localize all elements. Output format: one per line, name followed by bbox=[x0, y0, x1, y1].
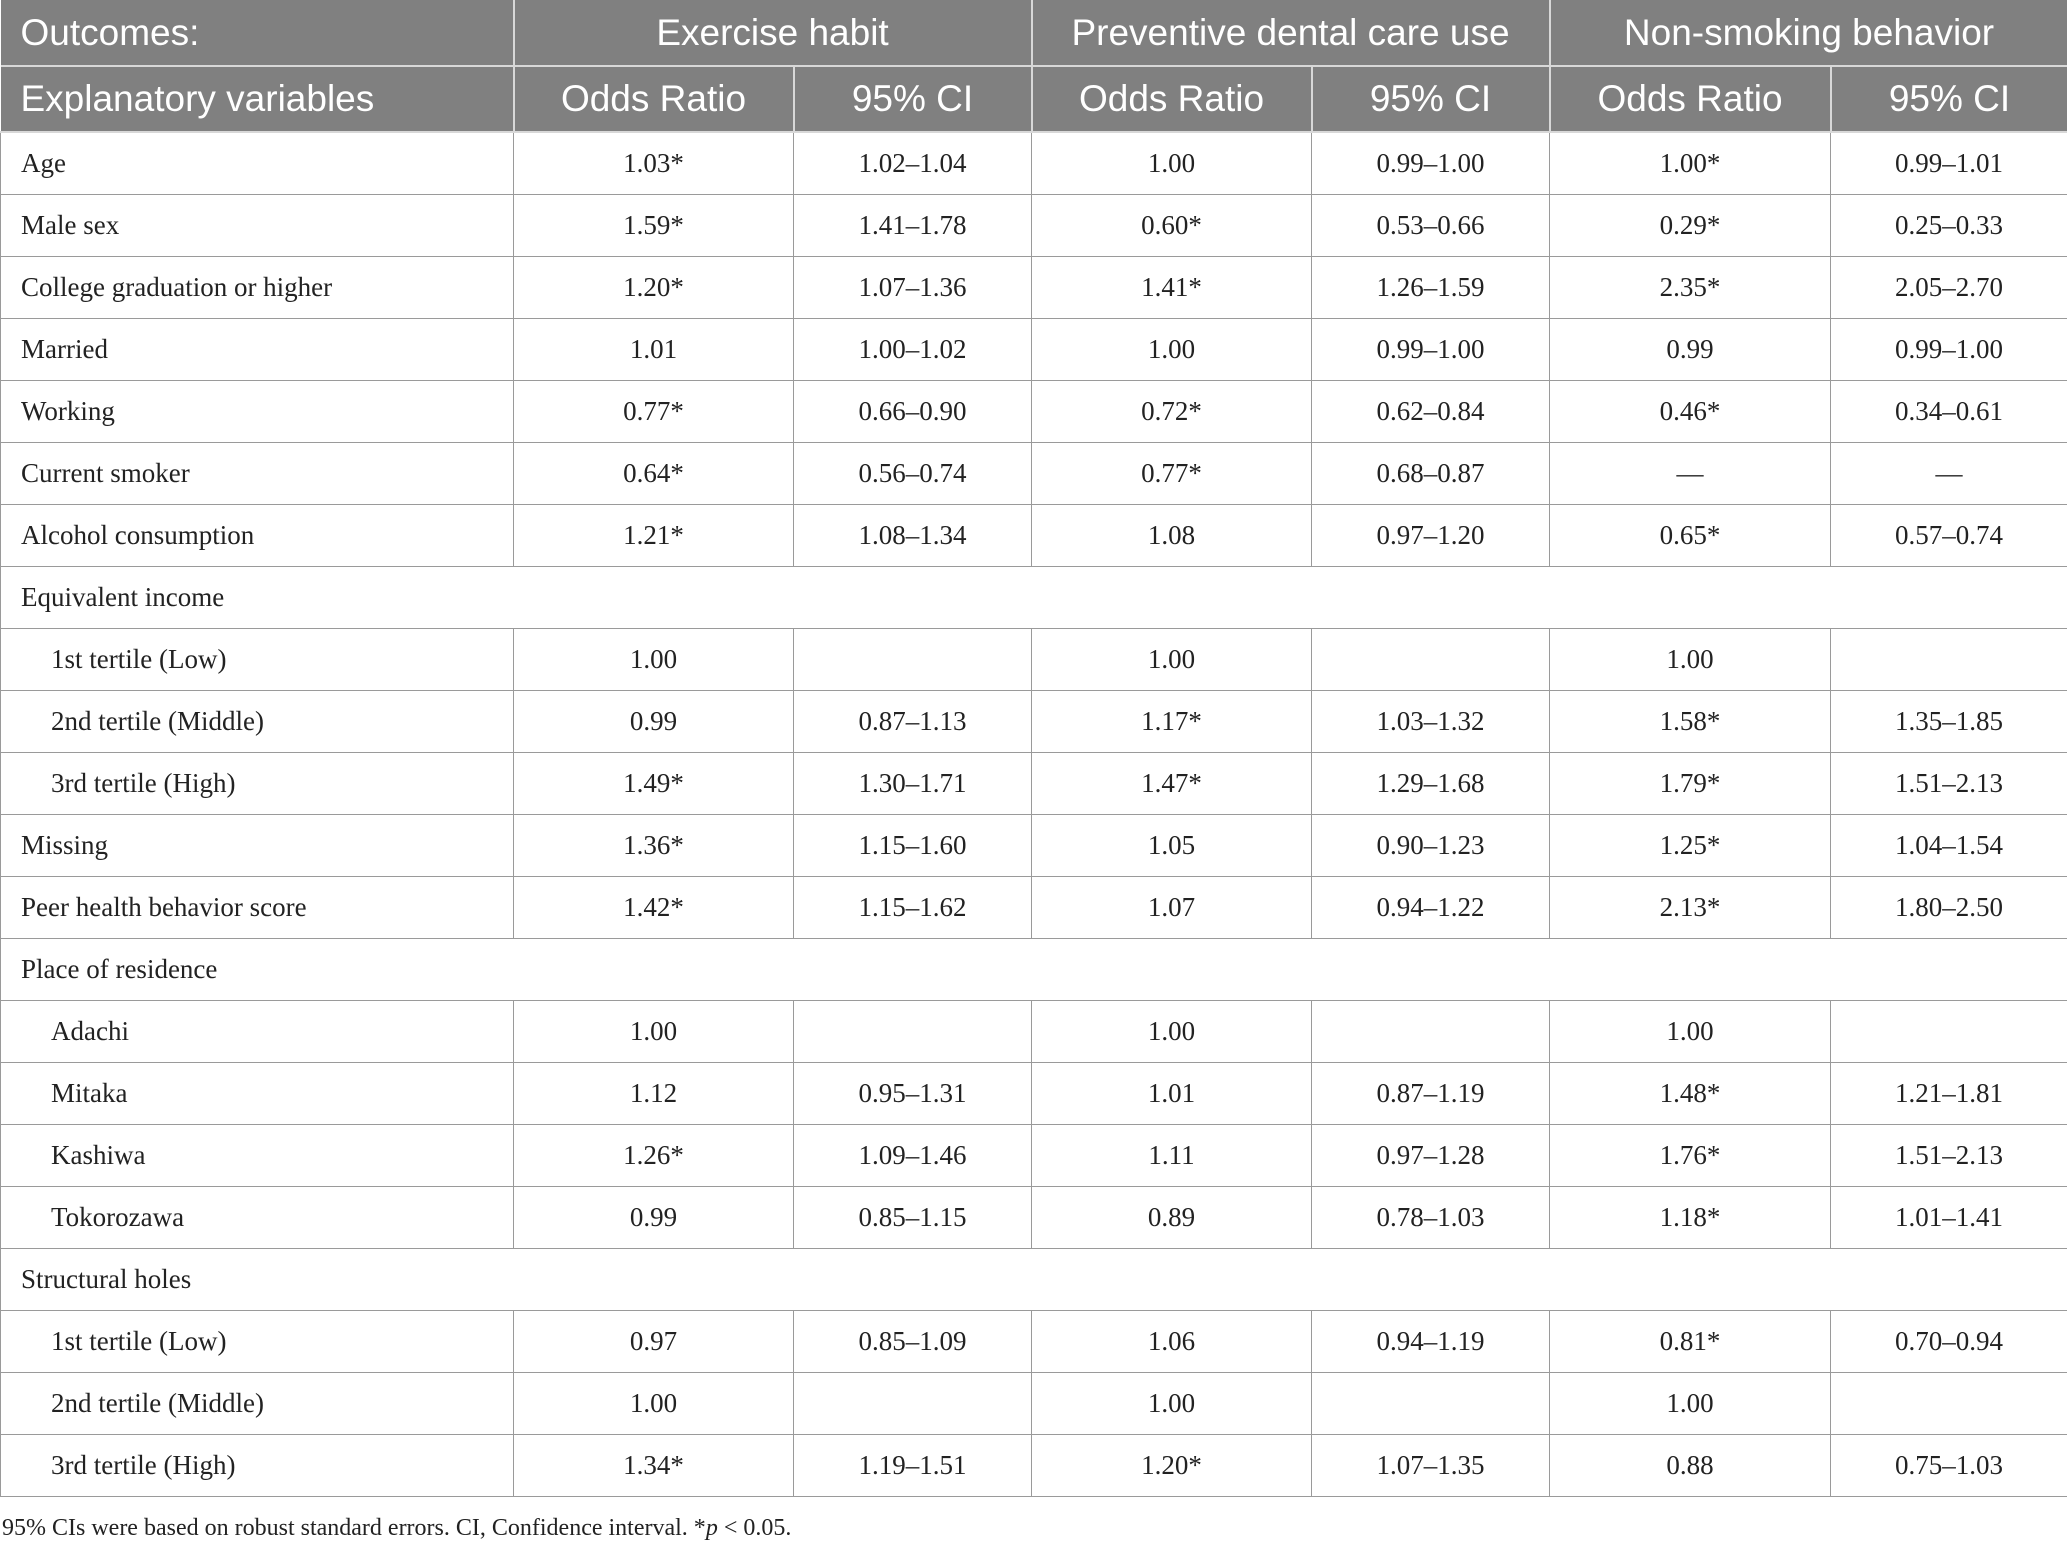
odds-ratio-cell: — bbox=[1550, 442, 1831, 504]
table-row bbox=[1, 876, 2067, 938]
odds-ratio-cell: 1.05 bbox=[1032, 814, 1312, 876]
explanatory-label: Explanatory variables bbox=[1, 66, 514, 132]
header-row-outcomes bbox=[1, 0, 2067, 66]
ci-cell: 1.35–1.85 bbox=[1831, 690, 2067, 752]
odds-ratio-cell: 1.18* bbox=[1550, 1186, 1831, 1248]
ci-cell: 1.41–1.78 bbox=[794, 194, 1032, 256]
ci-cell bbox=[1312, 628, 1550, 690]
ci-cell: — bbox=[1831, 442, 2067, 504]
odds-ratio-cell: 1.47* bbox=[1032, 752, 1312, 814]
table-row bbox=[1, 752, 2067, 814]
ci-cell: 0.57–0.74 bbox=[1831, 504, 2067, 566]
odds-ratio-cell: 0.64* bbox=[514, 442, 794, 504]
ci-cell: 1.26–1.59 bbox=[1312, 256, 1550, 318]
ci-cell: 1.07–1.36 bbox=[794, 256, 1032, 318]
odds-ratio-cell: 1.00 bbox=[514, 1372, 794, 1434]
odds-ratio-cell: 1.08 bbox=[1032, 504, 1312, 566]
odds-ratio-cell: 0.97 bbox=[514, 1310, 794, 1372]
odds-ratio-cell: 1.03* bbox=[514, 132, 794, 194]
ci-cell: 1.21–1.81 bbox=[1831, 1062, 2067, 1124]
odds-ratio-cell: 1.25* bbox=[1550, 814, 1831, 876]
variable-label: 3rd tertile (High) bbox=[1, 752, 514, 814]
subcol-odds-ratio: Odds Ratio bbox=[1550, 66, 1831, 132]
odds-ratio-cell: 1.00 bbox=[1550, 1372, 1831, 1434]
odds-ratio-cell: 0.29* bbox=[1550, 194, 1831, 256]
section-header-row bbox=[1, 1248, 2067, 1310]
odds-ratio-cell: 0.99 bbox=[1550, 318, 1831, 380]
ci-cell: 0.99–1.00 bbox=[1312, 318, 1550, 380]
odds-ratio-cell: 1.59* bbox=[514, 194, 794, 256]
ci-cell: 1.29–1.68 bbox=[1312, 752, 1550, 814]
odds-ratio-cell: 1.12 bbox=[514, 1062, 794, 1124]
ci-cell: 0.94–1.22 bbox=[1312, 876, 1550, 938]
table-row bbox=[1, 1310, 2067, 1372]
odds-ratio-cell: 1.00 bbox=[1550, 1000, 1831, 1062]
header-row-subcolumns bbox=[1, 66, 2067, 132]
table-row bbox=[1, 132, 2067, 194]
odds-ratio-cell: 1.42* bbox=[514, 876, 794, 938]
ci-cell bbox=[794, 1000, 1032, 1062]
odds-ratio-cell: 1.41* bbox=[1032, 256, 1312, 318]
ci-cell: 1.51–2.13 bbox=[1831, 1124, 2067, 1186]
ci-cell: 1.01–1.41 bbox=[1831, 1186, 2067, 1248]
ci-cell: 0.99–1.00 bbox=[1312, 132, 1550, 194]
odds-ratio-cell: 1.48* bbox=[1550, 1062, 1831, 1124]
subcol-odds-ratio: Odds Ratio bbox=[514, 66, 794, 132]
odds-ratio-cell: 1.21* bbox=[514, 504, 794, 566]
ci-cell: 0.53–0.66 bbox=[1312, 194, 1550, 256]
table-body bbox=[1, 132, 2067, 1496]
odds-ratio-cell: 1.00 bbox=[1032, 628, 1312, 690]
table-row bbox=[1, 380, 2067, 442]
odds-ratio-cell: 1.20* bbox=[514, 256, 794, 318]
ci-cell: 0.97–1.28 bbox=[1312, 1124, 1550, 1186]
ci-cell: 0.99–1.01 bbox=[1831, 132, 2067, 194]
odds-ratio-cell: 1.00 bbox=[1550, 628, 1831, 690]
ci-cell: 1.08–1.34 bbox=[794, 504, 1032, 566]
variable-label: 1st tertile (Low) bbox=[1, 1310, 514, 1372]
ci-cell: 2.05–2.70 bbox=[1831, 256, 2067, 318]
odds-ratio-cell: 0.88 bbox=[1550, 1434, 1831, 1496]
group-non-smoking: Non-smoking behavior bbox=[1550, 0, 2067, 66]
variable-label: Current smoker bbox=[1, 442, 514, 504]
ci-cell: 0.87–1.19 bbox=[1312, 1062, 1550, 1124]
ci-cell: 0.25–0.33 bbox=[1831, 194, 2067, 256]
group-exercise-habit: Exercise habit bbox=[514, 0, 1032, 66]
odds-ratio-cell: 0.89 bbox=[1032, 1186, 1312, 1248]
subcol-ci: 95% CI bbox=[794, 66, 1032, 132]
odds-ratio-cell: 1.00 bbox=[1032, 318, 1312, 380]
section-header-row bbox=[1, 938, 2067, 1000]
ci-cell: 1.03–1.32 bbox=[1312, 690, 1550, 752]
subcol-odds-ratio: Odds Ratio bbox=[1032, 66, 1312, 132]
odds-ratio-cell: 1.00 bbox=[514, 1000, 794, 1062]
odds-ratio-cell: 1.79* bbox=[1550, 752, 1831, 814]
ci-cell bbox=[1831, 1000, 2067, 1062]
ci-cell bbox=[1831, 1372, 2067, 1434]
ci-cell: 1.15–1.60 bbox=[794, 814, 1032, 876]
variable-label: 3rd tertile (High) bbox=[1, 1434, 514, 1496]
ci-cell: 0.85–1.09 bbox=[794, 1310, 1032, 1372]
group-dental-care: Preventive dental care use bbox=[1032, 0, 1550, 66]
table-row bbox=[1, 1124, 2067, 1186]
variable-label: Tokorozawa bbox=[1, 1186, 514, 1248]
odds-ratio-cell: 2.13* bbox=[1550, 876, 1831, 938]
ci-cell: 0.97–1.20 bbox=[1312, 504, 1550, 566]
ci-cell: 0.85–1.15 bbox=[794, 1186, 1032, 1248]
ci-cell: 0.66–0.90 bbox=[794, 380, 1032, 442]
ci-cell: 1.51–2.13 bbox=[1831, 752, 2067, 814]
table-row bbox=[1, 256, 2067, 318]
ci-cell: 0.34–0.61 bbox=[1831, 380, 2067, 442]
ci-cell bbox=[794, 628, 1032, 690]
ci-cell: 1.09–1.46 bbox=[794, 1124, 1032, 1186]
odds-ratio-cell: 0.81* bbox=[1550, 1310, 1831, 1372]
odds-ratio-cell: 1.00 bbox=[1032, 1372, 1312, 1434]
table-row bbox=[1, 628, 2067, 690]
odds-ratio-cell: 1.26* bbox=[514, 1124, 794, 1186]
table-row bbox=[1, 318, 2067, 380]
ci-cell: 0.90–1.23 bbox=[1312, 814, 1550, 876]
ci-cell: 1.00–1.02 bbox=[794, 318, 1032, 380]
ci-cell: 0.75–1.03 bbox=[1831, 1434, 2067, 1496]
variable-label: Married bbox=[1, 318, 514, 380]
ci-cell: 0.56–0.74 bbox=[794, 442, 1032, 504]
variable-label: Adachi bbox=[1, 1000, 514, 1062]
odds-ratio-cell: 0.72* bbox=[1032, 380, 1312, 442]
ci-cell bbox=[1312, 1372, 1550, 1434]
odds-ratio-cell: 0.65* bbox=[1550, 504, 1831, 566]
variable-label: Missing bbox=[1, 814, 514, 876]
variable-label: Kashiwa bbox=[1, 1124, 514, 1186]
odds-ratio-cell: 1.49* bbox=[514, 752, 794, 814]
ci-cell: 0.70–0.94 bbox=[1831, 1310, 2067, 1372]
subcol-ci: 95% CI bbox=[1831, 66, 2067, 132]
subcol-ci: 95% CI bbox=[1312, 66, 1550, 132]
odds-ratio-cell: 1.20* bbox=[1032, 1434, 1312, 1496]
odds-ratio-cell: 1.11 bbox=[1032, 1124, 1312, 1186]
section-label: Structural holes bbox=[1, 1248, 2067, 1310]
ci-cell: 1.15–1.62 bbox=[794, 876, 1032, 938]
ci-cell: 1.80–2.50 bbox=[1831, 876, 2067, 938]
variable-label: Age bbox=[1, 132, 514, 194]
section-label: Equivalent income bbox=[1, 566, 2067, 628]
variable-label: Mitaka bbox=[1, 1062, 514, 1124]
odds-ratio-cell: 1.36* bbox=[514, 814, 794, 876]
table-row bbox=[1, 504, 2067, 566]
odds-ratio-cell: 1.00 bbox=[514, 628, 794, 690]
odds-ratio-cell: 0.99 bbox=[514, 1186, 794, 1248]
variable-label: Male sex bbox=[1, 194, 514, 256]
variable-label: Peer health behavior score bbox=[1, 876, 514, 938]
odds-ratio-cell: 0.77* bbox=[1032, 442, 1312, 504]
outcomes-label: Outcomes: bbox=[1, 0, 514, 66]
ci-cell: 0.62–0.84 bbox=[1312, 380, 1550, 442]
ci-cell: 1.04–1.54 bbox=[1831, 814, 2067, 876]
table-row bbox=[1, 1434, 2067, 1496]
odds-ratio-cell: 1.01 bbox=[1032, 1062, 1312, 1124]
ci-cell bbox=[1312, 1000, 1550, 1062]
table-row bbox=[1, 442, 2067, 504]
ci-cell: 1.30–1.71 bbox=[794, 752, 1032, 814]
odds-ratio-cell: 1.58* bbox=[1550, 690, 1831, 752]
odds-ratio-cell: 1.00* bbox=[1550, 132, 1831, 194]
table-row bbox=[1, 194, 2067, 256]
ci-cell: 0.94–1.19 bbox=[1312, 1310, 1550, 1372]
variable-label: Alcohol consumption bbox=[1, 504, 514, 566]
odds-ratio-cell: 1.34* bbox=[514, 1434, 794, 1496]
ci-cell: 0.99–1.00 bbox=[1831, 318, 2067, 380]
odds-ratio-cell: 2.35* bbox=[1550, 256, 1831, 318]
ci-cell: 1.07–1.35 bbox=[1312, 1434, 1550, 1496]
variable-label: College graduation or higher bbox=[1, 256, 514, 318]
odds-ratio-cell: 1.01 bbox=[514, 318, 794, 380]
variable-label: Working bbox=[1, 380, 514, 442]
ci-cell: 0.95–1.31 bbox=[794, 1062, 1032, 1124]
variable-label: 2nd tertile (Middle) bbox=[1, 690, 514, 752]
ci-cell: 1.19–1.51 bbox=[794, 1434, 1032, 1496]
variable-label: 1st tertile (Low) bbox=[1, 628, 514, 690]
table-row bbox=[1, 1186, 2067, 1248]
table-row bbox=[1, 1000, 2067, 1062]
ci-cell bbox=[794, 1372, 1032, 1434]
odds-ratio-cell: 0.46* bbox=[1550, 380, 1831, 442]
ci-cell bbox=[1831, 628, 2067, 690]
table-footnote: 95% CIs were based on robust standard errors. CI, Confidence interval. *p < 0.05. bbox=[2, 1515, 792, 1541]
odds-ratio-cell: 1.06 bbox=[1032, 1310, 1312, 1372]
odds-ratio-cell: 0.77* bbox=[514, 380, 794, 442]
odds-ratio-cell: 0.60* bbox=[1032, 194, 1312, 256]
table-row bbox=[1, 1372, 2067, 1434]
ci-cell: 0.87–1.13 bbox=[794, 690, 1032, 752]
odds-ratio-cell: 1.76* bbox=[1550, 1124, 1831, 1186]
ci-cell: 0.78–1.03 bbox=[1312, 1186, 1550, 1248]
table-header bbox=[1, 0, 2067, 132]
odds-ratio-cell: 1.17* bbox=[1032, 690, 1312, 752]
table-row bbox=[1, 690, 2067, 752]
odds-ratio-cell: 1.07 bbox=[1032, 876, 1312, 938]
variable-label: 2nd tertile (Middle) bbox=[1, 1372, 514, 1434]
ci-cell: 1.02–1.04 bbox=[794, 132, 1032, 194]
ci-cell: 0.68–0.87 bbox=[1312, 442, 1550, 504]
odds-ratio-cell: 0.99 bbox=[514, 690, 794, 752]
table-row bbox=[1, 814, 2067, 876]
odds-ratio-cell: 1.00 bbox=[1032, 132, 1312, 194]
section-header-row bbox=[1, 566, 2067, 628]
section-label: Place of residence bbox=[1, 938, 2067, 1000]
odds-ratio-cell: 1.00 bbox=[1032, 1000, 1312, 1062]
table-row bbox=[1, 1062, 2067, 1124]
